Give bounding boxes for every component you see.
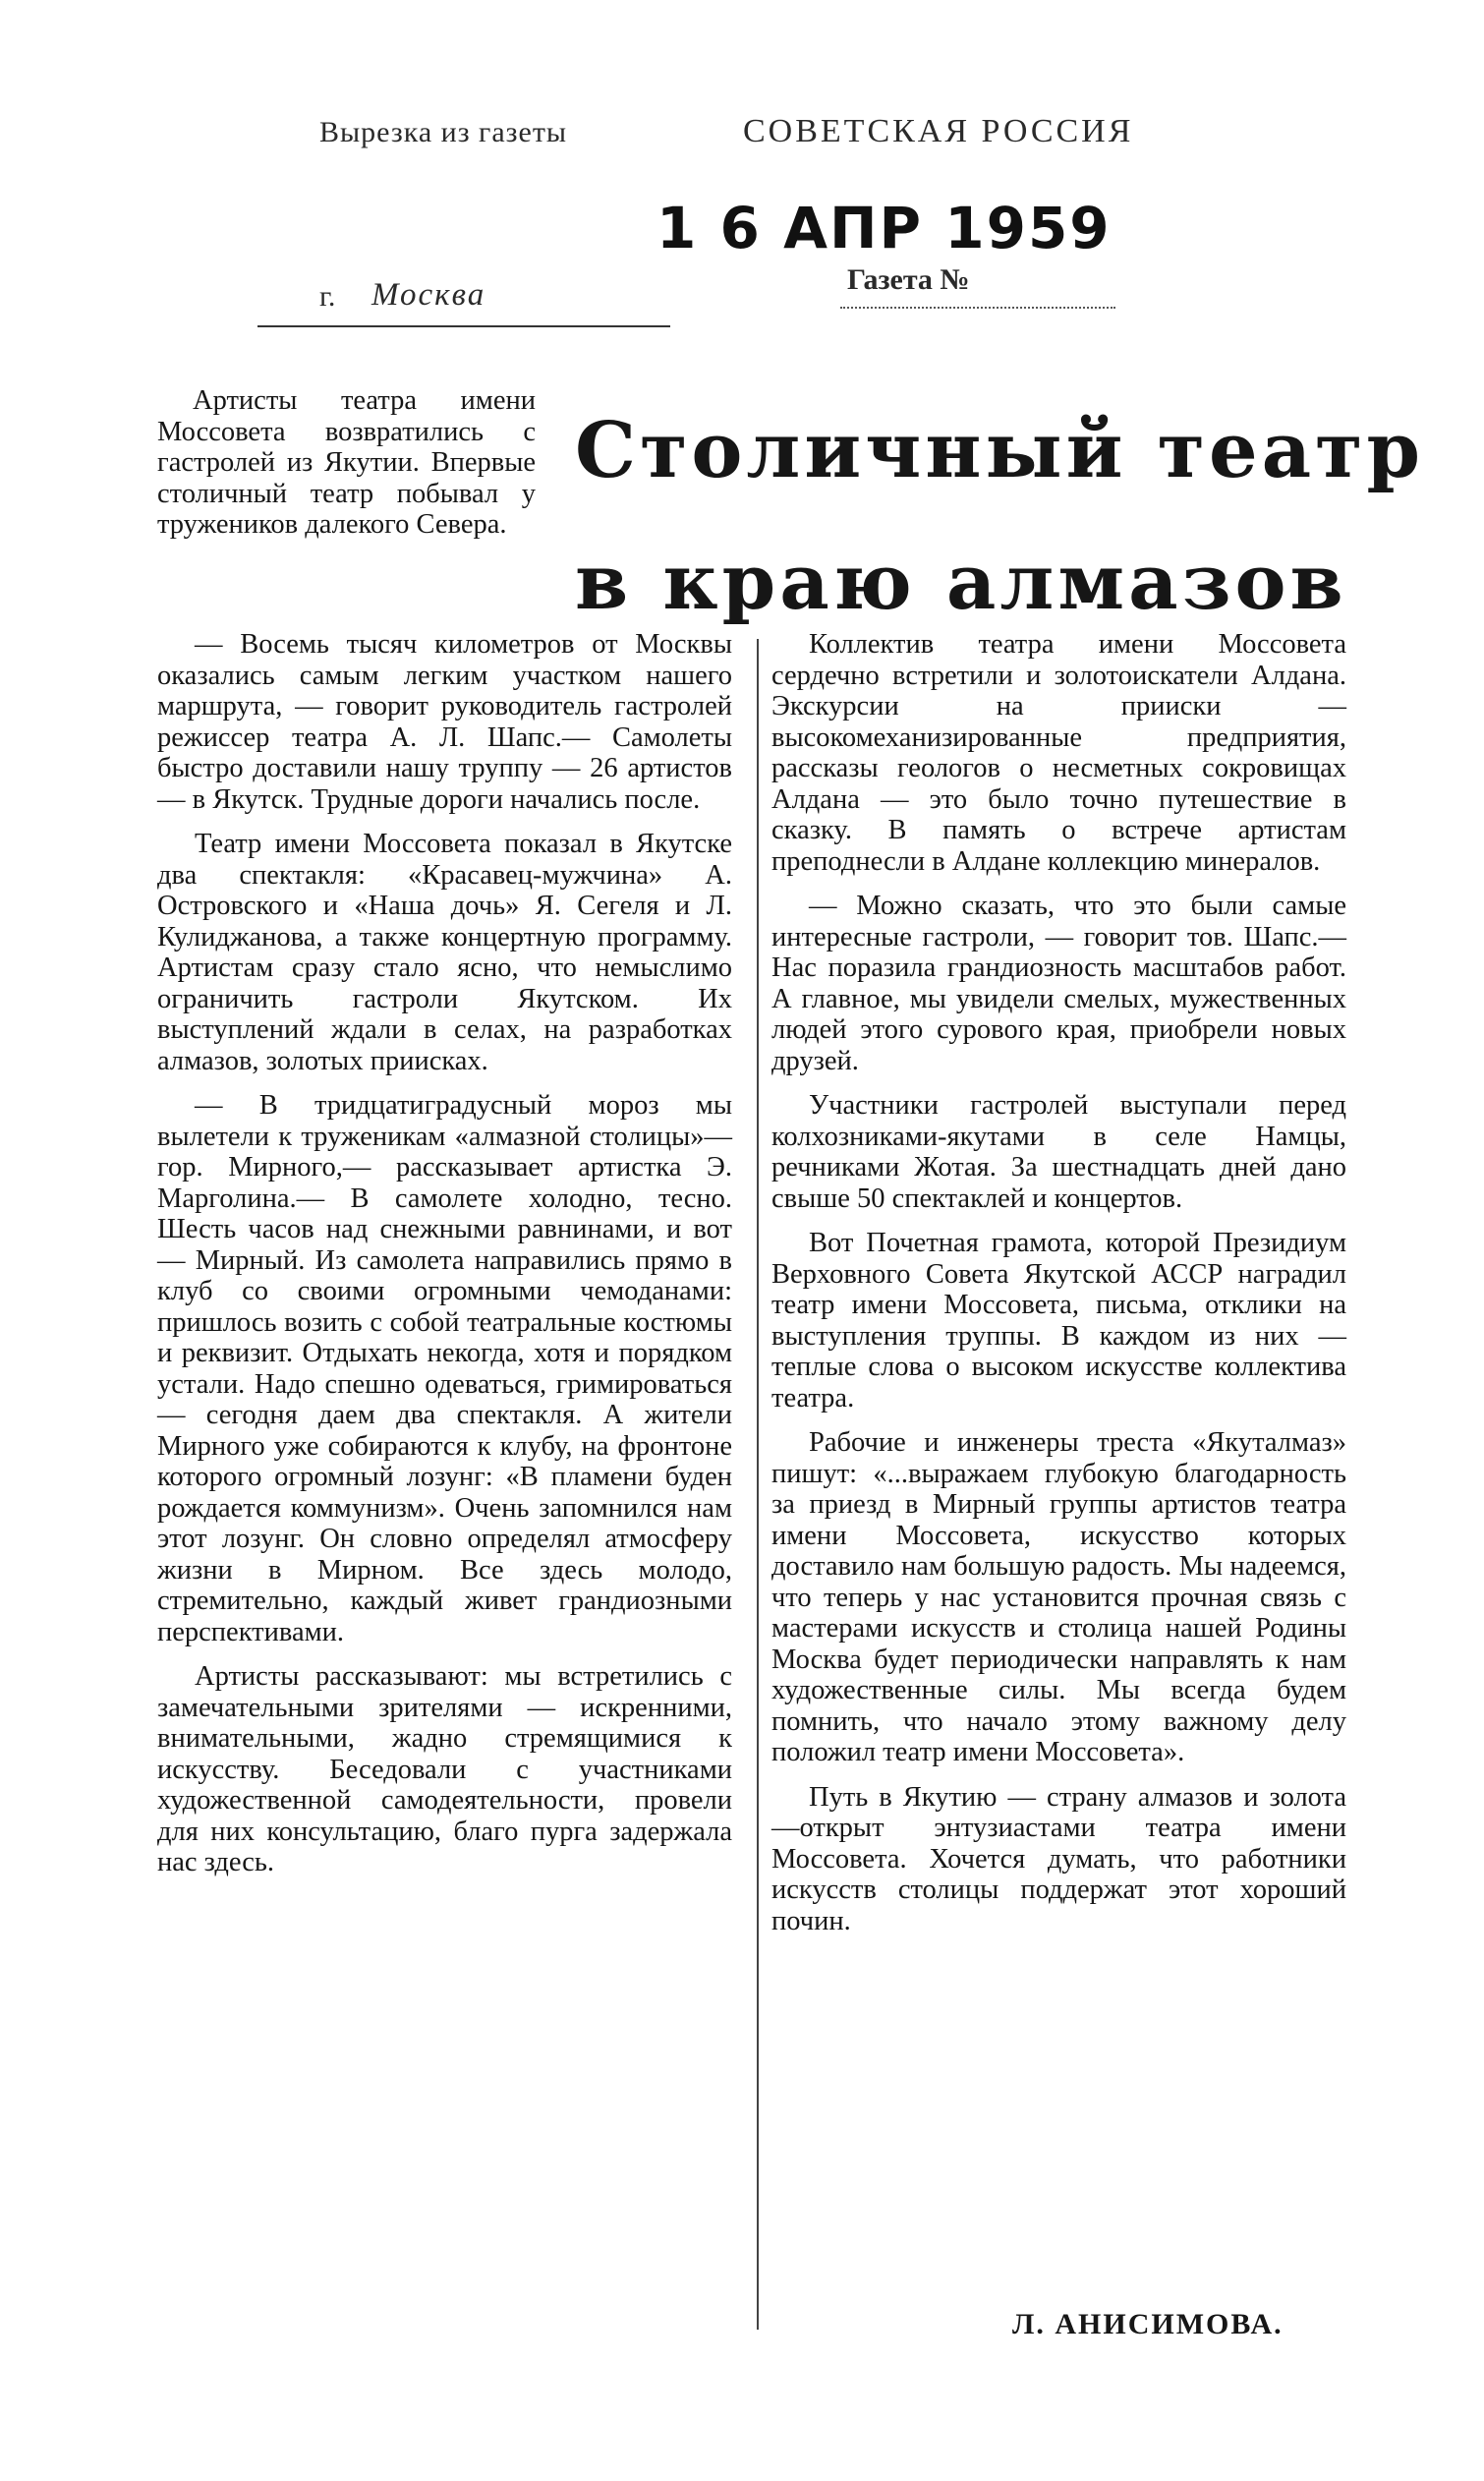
article-headline	[575, 385, 1425, 649]
paragraph: Коллектив театра имени Моссовета сердечно встретили и золотоискатели Алдана. Экскурсии на прииски — высокомеханизированные предприятия, рассказы геологов о несметных сокровищах Алдана — это было точно путешествие в сказку. В память о встрече артистам преподнесли в Алдане коллекцию минералов.	[771, 629, 1346, 877]
newspaper-name: СОВЕТСКАЯ РОССИЯ	[743, 113, 1134, 149]
column-divider	[757, 639, 759, 2330]
author-byline: Л. АНИСИМОВА.	[1012, 2308, 1284, 2340]
headline-line-1: Столичный театр	[575, 406, 1425, 495]
issue-number-label: Газета №	[847, 263, 970, 296]
date-stamp: 1 6 АПР 1959	[656, 195, 1112, 261]
headline-line-2: в краю алмазов	[575, 538, 1347, 627]
paragraph: Вот Почетная грамота, которой Президиум Верховного Совета Якутской АССР наградил театр имени Моссовета, письма, отклики на выступления труппы. В каждом из них — теплые слова о высоком искусстве коллектива театра.	[771, 1228, 1346, 1414]
city-name: Москва	[371, 277, 486, 313]
paragraph: Участники гастролей выступали перед колхозниками-якутами в селе Намцы, речниками Жотая. За шестнадцать дней дано свыше 50 спектаклей и концертов.	[771, 1090, 1346, 1214]
article-lead: Артисты театра имени Моссовета возвратились с гастролей из Якутии. Впервые столичный театр побывал у тружеников далекого Севера.	[157, 385, 536, 540]
paragraph: — В тридцатиградусный мороз мы вылетели к труженикам «алмазной столицы»—гор. Мирного,— рассказывает артистка Э. Марголина.— В самолете холодно, тесно. Шесть часов над снежными равнинами, и вот — Мирный. Из самолета направились прямо в клуб со своими огромными чемоданами: пришлось возить с собой театральные костюмы и реквизит. Отдыхать некогда, хотя и порядком устали. Надо спешно одеваться, гримироваться — сегодня даем два спектакля. А жители Мирного уже собираются к клубу, на фронтоне которого огромный лозунг: «В пламени буден рождается коммунизм». Очень запомнился нам этот лозунг. Он словно определял атмосферу жизни в Мирном. Все здесь молодо, стремительно, каждый живет грандиозными перспективами.	[157, 1090, 732, 1647]
paragraph: — Восемь тысяч километров от Москвы оказались самым легким участком нашего маршрута, — говорит руководитель гастролей режиссер театра А. Л. Шапс.— Самолеты быстро доставили нашу труппу — 26 артистов — в Якутск. Трудные дороги начались после.	[157, 629, 732, 815]
left-column	[157, 629, 732, 1892]
paragraph: Путь в Якутию — страну алмазов и золота—открыт энтузиастами театра имени Моссовета. Хочется думать, что работники искусств столицы поддержат этот хороший почин.	[771, 1781, 1346, 1936]
issue-number-line	[840, 307, 1115, 309]
paragraph: Театр имени Моссовета показал в Якутске два спектакля: «Красавец-мужчина» А. Островского и «Наша дочь» Я. Сегеля и Л. Кулиджанова, а также концертную программу. Артистам сразу стало ясно, что немыслимо ограничить гастроли Якутском. Их выступлений ждали в селах, на разработках алмазов, золотых приисках.	[157, 829, 732, 1076]
right-column	[771, 629, 1346, 1950]
city-prefix: г.	[319, 280, 336, 313]
city-underline	[257, 325, 670, 327]
paragraph: Артисты рассказывают: мы встретились с замечательными зрителями — искренними, внимательными, жадно стремящимися к искусству. Беседовали с участниками художественной самодеятельности, провели для них консультацию, благо пурга задержала нас здесь.	[157, 1661, 732, 1877]
paragraph: — Можно сказать, что это были самые интересные гастроли, — говорит тов. Шапс.— Нас поразила грандиозность масштабов работ. А главное, мы увидели смелых, мужественных людей этого сурового края, приобрели новых друзей.	[771, 891, 1346, 1076]
clipping-label: Вырезка из газеты	[319, 116, 568, 148]
paragraph: Рабочие и инженеры треста «Якуталмаз» пишут: «...выражаем глубокую благодарность за приезд в Мирный группы артистов театра имени Моссовета, искусство которых доставило нам большую радость. Мы надеемся, что теперь у нас установится прочная связь с мастерами искусств и столица нашей Родины Москва будет периодически направлять к нам художественные силы. Мы всегда будем помнить, что начало этому важному делу положил театр имени Моссовета».	[771, 1427, 1346, 1767]
